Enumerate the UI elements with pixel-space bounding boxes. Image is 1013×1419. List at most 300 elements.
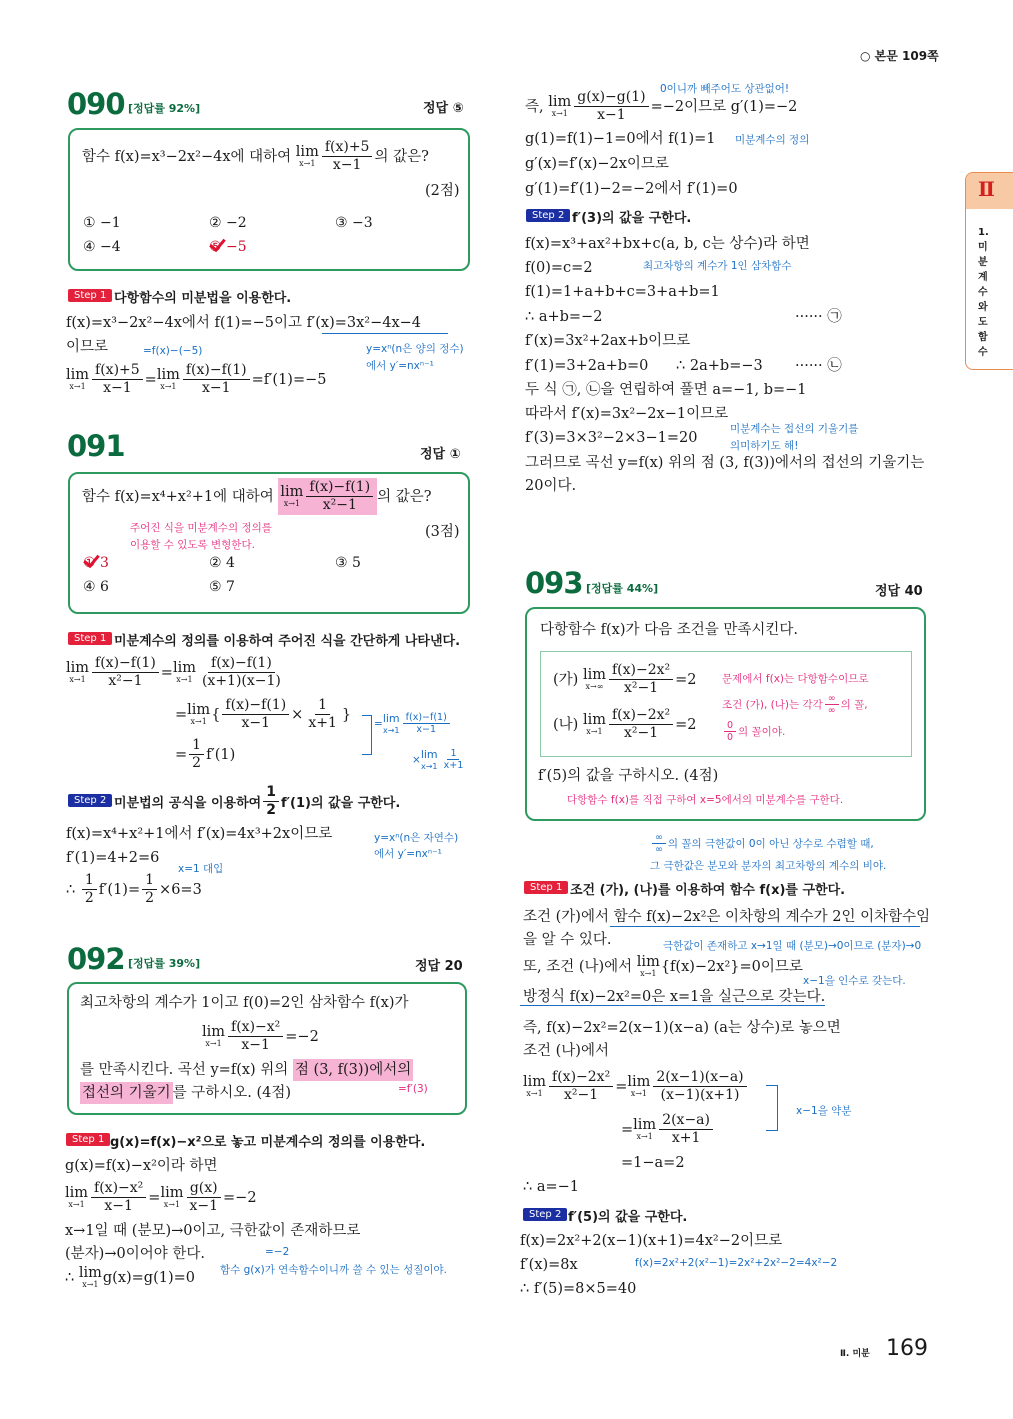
question-text [80, 993, 409, 1013]
question-text [80, 1082, 291, 1104]
choice-option [83, 239, 121, 255]
problem-number: 090 [67, 87, 125, 121]
choice-label: ① −1 [83, 215, 121, 231]
choice-label: ⑤ −5 [209, 239, 247, 255]
lim-word: lim [172, 660, 196, 676]
limit [421, 748, 438, 771]
step-title: g(x)=f(x)−x²으로 놓고 미분계수의 정의를 이용한다. [110, 1135, 426, 1150]
math-line [65, 1244, 205, 1264]
numerator: g(x)−g(1) [574, 89, 648, 107]
step-badge: Step 1 [68, 632, 112, 645]
math-text: 함수 f(x)=x⁴+x²+1에 대하여 [82, 488, 279, 505]
lim-subscript: x→1 [640, 969, 657, 978]
lim-word: lim [582, 667, 606, 683]
annotation: 에서 y′=nxⁿ⁻¹ [366, 360, 434, 372]
denominator: x+1 [671, 1130, 701, 1146]
numerator: g(x) [187, 1180, 221, 1198]
limit [523, 1075, 546, 1098]
highlight [293, 1059, 413, 1081]
limit [548, 95, 571, 118]
problem-number: 093 [525, 566, 583, 600]
math-text: g(1)=f(1)−1=0에서 f(1)=1 [525, 131, 716, 147]
math-text: f′(1)=4+2=6 [66, 850, 160, 866]
numerator: 1 [315, 697, 330, 715]
math-text: 문제에서 f(x)는 다항함수이므로 [722, 673, 869, 685]
tip [650, 858, 886, 873]
fraction [659, 1112, 713, 1147]
denominator: x−1 [201, 380, 231, 396]
denominator: x+1 [443, 760, 464, 771]
math-text: × [412, 753, 421, 766]
math-text: = [615, 1078, 628, 1095]
math-text: ∴ [66, 881, 80, 898]
math-line [525, 380, 807, 400]
math-text: 즉, f(x)−2x²=2(x−1)(x−a) (a는 상수)로 놓으면 [523, 1020, 841, 1036]
limit [65, 1186, 88, 1209]
fraction [322, 139, 373, 174]
answer: 정답 ⑤ [423, 101, 464, 116]
math-line [525, 307, 845, 327]
denominator: (x+1)(x−1) [201, 673, 281, 689]
numerator: 1 [82, 872, 97, 890]
math-text: 를 만족시킨다. 곡선 y=f(x) 위의 [80, 1062, 293, 1078]
lim-subscript: x→1 [586, 727, 603, 736]
annotation: 극한값이 존재하고 x→1일 때 (분모)→0이므로 (분자)→0 [663, 940, 922, 952]
lim-word: lim [78, 1265, 102, 1281]
lim-word: lim [187, 702, 211, 718]
limit [583, 713, 606, 736]
math-text: 조건 (나)에서 [523, 1043, 609, 1059]
math-text: =f′(1)=−5 [251, 371, 327, 388]
lim-subscript: x→1 [205, 1039, 222, 1048]
math-line [65, 1221, 360, 1241]
underline [610, 926, 920, 927]
choice-option [83, 555, 109, 571]
math-line [523, 1177, 579, 1197]
annotation: 함수 g(x)가 연속함수이니까 쓸 수 있는 성질이야. [220, 1264, 448, 1276]
annotation: x−1을 인수로 갖는다. [803, 975, 906, 987]
denominator: 2 [84, 890, 94, 906]
fraction [91, 1180, 146, 1215]
limit [583, 668, 606, 691]
lim-subscript: x→1 [636, 1132, 653, 1141]
denominator: x−1 [241, 715, 271, 731]
math-line [525, 356, 845, 376]
lim-subscript: x→1 [190, 717, 207, 726]
denominator: x−1 [104, 1198, 133, 1214]
equation-tag: ······ ㉠ [795, 309, 842, 325]
annotation: 최고차항의 계수가 1인 삼차함수 [643, 260, 792, 272]
numerator: ∞ [825, 693, 839, 705]
limit [79, 1266, 102, 1289]
choice-option [209, 239, 247, 255]
math-text: =1−a=2 [621, 1155, 685, 1171]
math-text: =−2 [223, 1189, 257, 1206]
step-badge: Step 1 [66, 1133, 110, 1146]
math-text: (나) [553, 716, 583, 733]
numerator: f(x)−2x² [549, 1069, 613, 1087]
answer: 정답 40 [875, 584, 923, 599]
limit [66, 368, 89, 391]
numerator: f(x)+5 [92, 362, 143, 380]
lim-word: lim [420, 748, 438, 761]
math-line [66, 313, 421, 333]
step-title: 미분계수의 정의를 이용하여 주어진 식을 간단하게 나타낸다. [114, 634, 461, 649]
denominator: 2 [192, 755, 202, 771]
lim-word: lim [295, 144, 319, 160]
numerator: f(x)−2x² [609, 707, 673, 725]
fraction [92, 655, 159, 690]
math-text: f′(x)=3x²+2ax+b이므로 [525, 333, 691, 349]
lim-subscript: x→1 [283, 499, 301, 508]
step-badge: Step 1 [524, 881, 568, 894]
choice-option [335, 555, 361, 571]
math-line [523, 1041, 609, 1061]
lim-word: lim [633, 1117, 657, 1133]
denominator: 2 [266, 802, 276, 818]
math-text: × [291, 706, 304, 723]
math-text: f(x)=x⁴+x²+1에서 f′(x)=4x³+2x이므로 [66, 826, 333, 842]
limit [627, 1075, 650, 1098]
math-text: f′(1)의 값을 구한다. [280, 796, 401, 811]
math-text: f′(1)= [98, 881, 141, 898]
lim-subscript: x→1 [68, 1200, 85, 1209]
math-text: 방정식 f(x)−2x²=0은 x=1을 실근으로 갖는다. [523, 989, 826, 1005]
math-line [525, 179, 738, 199]
annotation: x−1을 약분 [796, 1105, 852, 1117]
math-text: } [341, 706, 352, 723]
choice-option [209, 215, 247, 231]
math-line [175, 697, 351, 732]
math-text: 조건 (가), (나)는 각각 [722, 699, 823, 711]
choice-label: ④ 6 [83, 579, 109, 595]
math-text: 를 구하시오. (4점) [172, 1085, 292, 1101]
math-text: = [175, 746, 188, 763]
limit [280, 485, 303, 508]
bracket [766, 1085, 778, 1131]
numerator: 1 [142, 872, 157, 890]
annotation: 0이니까 빼주어도 상관없어! [660, 83, 790, 95]
footer-section: Ⅱ. 미분 [840, 1349, 870, 1359]
choice-option [209, 579, 235, 595]
math-text: g(x)=g(1)=0 [102, 1269, 195, 1286]
annotation: x=1 대입 [178, 863, 224, 875]
equation-tag: ······ ㉡ [795, 358, 842, 374]
denominator: x−1 [189, 1198, 219, 1214]
math-text: 미분법의 공식을 이용하여 [114, 796, 262, 811]
points: (3점) [425, 524, 460, 540]
choice-option [209, 555, 235, 571]
lim-subscript: x→1 [382, 726, 400, 735]
math-text: (가) [553, 671, 583, 688]
math-text: ∴ a+b=−2 [525, 309, 603, 325]
math-line [520, 1279, 636, 1299]
math-text: g(x)=f(x)−x²이라 하면 [65, 1158, 218, 1174]
math-text: 그 극한값은 분모와 분자의 최고차항의 계수의 비야. [650, 860, 887, 872]
annotation: 에서 y′=nxⁿ⁻¹ [374, 848, 442, 860]
denominator: x−1 [416, 724, 437, 735]
lim-subscript: x→1 [551, 109, 568, 118]
choice-label: ⑤ 7 [209, 579, 235, 595]
fraction [724, 720, 736, 743]
denominator: 2 [145, 890, 155, 906]
math-line [525, 331, 845, 351]
fraction [574, 89, 648, 124]
condition [553, 662, 697, 697]
page-reference: ○ 본문 109쪽 [860, 49, 939, 63]
limit [66, 661, 89, 684]
numerator: 1 [263, 784, 279, 802]
correct-rate: [정답률 44%] [586, 582, 659, 595]
choice-label: ② 4 [209, 555, 235, 571]
hint: 주어진 식을 미분계수의 정의를 [130, 522, 272, 534]
numerator: f(x)+5 [322, 139, 373, 157]
annotation [412, 748, 468, 771]
hint: 이용할 수 있도록 변형한다. [130, 539, 255, 551]
math-line [66, 337, 108, 357]
fraction [142, 872, 157, 907]
lim-word: lim [65, 1185, 89, 1201]
step-title: f′(5)의 값을 구한다. [568, 1210, 688, 1225]
fraction [653, 1069, 746, 1104]
math-line [525, 404, 728, 424]
underline [322, 333, 448, 334]
lim-word: lim [202, 1024, 226, 1040]
math-text: ∴ a=−1 [523, 1179, 580, 1195]
math-text: 이므로 [66, 339, 109, 355]
condition [553, 707, 697, 742]
fraction [82, 872, 97, 907]
math-text: 또, 조건 (나)에서 [523, 958, 637, 975]
math-text: f(1)=1+a+b+c=3+a+b=1 [525, 284, 720, 300]
math-line [525, 428, 698, 448]
denominator: x+1 [308, 715, 337, 731]
lim-subscript: x→1 [299, 159, 316, 168]
math-text: {f(x)−2x²}=0이므로 [660, 958, 803, 975]
step-title: 다항함수의 미분법을 이용한다. [114, 291, 292, 306]
math-text: = [374, 717, 383, 730]
denominator: x−1 [241, 1037, 270, 1053]
annotation: y=xⁿ(n은 자연수) [374, 832, 459, 844]
math-line [523, 907, 930, 927]
math-text: f′(x)=8x [520, 1257, 578, 1273]
numerator: f(x)−f(1) [183, 362, 250, 380]
choice-label: ③ 5 [335, 555, 361, 571]
fraction [441, 748, 467, 771]
lim-word: lim [582, 712, 606, 728]
limit [383, 712, 400, 735]
fraction [183, 362, 250, 397]
lim-word: lim [636, 954, 660, 970]
annotation [722, 671, 869, 686]
math-text: f(x)=x³+ax²+bx+c(a, b, c는 상수)라 하면 [525, 236, 810, 252]
question-text [82, 139, 429, 174]
limit [187, 703, 210, 726]
numerator: 0 [724, 720, 736, 732]
math-text: = [148, 1189, 161, 1206]
math-line [525, 234, 845, 254]
numerator: f(x)−x² [91, 1180, 146, 1198]
limit [637, 955, 660, 978]
underline [520, 1005, 825, 1006]
math-text: g′(1)=f′(1)−2=−2에서 f′(1)=0 [525, 181, 738, 197]
lim-word: lim [382, 712, 400, 725]
math-text: ∴ f′(5)=8×5=40 [520, 1281, 637, 1297]
math-line [65, 1180, 257, 1215]
math-line [523, 987, 825, 1007]
math-text: 의 꼴, [840, 699, 868, 711]
denominator: ∞ [655, 844, 663, 855]
annotation: f(x)=2x²+2(x²−1)=2x²+2x²−2=4x²−2 [635, 1257, 838, 1269]
math-line [66, 848, 159, 868]
denominator: x²−1 [623, 725, 659, 741]
math-text: 의 꼴의 극한값이 0이 아닌 상수로 수렴할 때, [667, 838, 874, 850]
highlight [278, 478, 377, 515]
numerator: 1 [189, 737, 204, 755]
numerator: f(x)−f(1) [92, 655, 159, 673]
math-line [525, 476, 576, 496]
denominator: x²−1 [108, 673, 143, 689]
numerator: 2(x−1)(x−a) [653, 1069, 746, 1087]
annotation [722, 720, 785, 743]
question-text: 다항함수 f(x)가 다음 조건을 만족시킨다. [540, 622, 799, 638]
numerator: ∞ [652, 832, 666, 844]
math-text: 의 값은? [377, 488, 432, 505]
math-text: 을 알 수 있다. [523, 932, 612, 948]
choice-option [335, 215, 373, 231]
denominator: ∞ [827, 705, 836, 716]
denominator: (x−1)(x+1) [660, 1087, 740, 1103]
math-line [66, 362, 326, 397]
denominator: x²−1 [322, 497, 357, 513]
math-text: f(x)=x³−2x²−4x에서 f(1)=−5이고 f′(x)=3x²−4x−4 [66, 315, 422, 331]
lim-word: lim [523, 1074, 547, 1090]
lim-subscript: x→1 [176, 675, 193, 684]
math-line [66, 824, 332, 844]
math-line [523, 930, 611, 950]
limit [173, 661, 196, 684]
math-text: 최고차항의 계수가 1이고 f(0)=2인 삼차함수 f(x)가 [80, 995, 409, 1011]
choice-label: ② −2 [209, 215, 247, 231]
fraction [652, 832, 666, 855]
choice-label: ① 3 [83, 555, 109, 571]
question-text [80, 1059, 413, 1081]
denominator: x²−1 [623, 680, 659, 696]
denominator: x−1 [103, 380, 132, 396]
answer: 정답 ① [420, 447, 461, 462]
math-text: 점 (3, f(3))에서의 [294, 1062, 412, 1078]
fraction [549, 1069, 613, 1104]
math-line [65, 1156, 218, 1176]
fraction [92, 362, 143, 397]
math-line [525, 154, 669, 174]
answer: 정답 20 [415, 959, 463, 974]
limit [157, 368, 180, 391]
numerator: f(x)−f(1) [208, 655, 275, 673]
problem-number: 092 [67, 942, 125, 976]
numerator: f(x)−f(1) [222, 697, 289, 715]
math-text: f′(1)=3+2a+b=0 ∴ 2a+b=−3 [525, 358, 763, 374]
math-line [520, 1255, 578, 1275]
question-text: f′(5)의 값을 구하시오. (4점) [538, 768, 719, 784]
tip [650, 832, 874, 855]
math-text: = [175, 706, 188, 723]
step-badge: Step 2 [68, 794, 112, 807]
numerator: f(x)−x² [228, 1019, 283, 1037]
step-title: f′(3)의 값을 구한다. [572, 211, 692, 226]
chapter-side-tab [965, 172, 1013, 370]
lim-word: lim [156, 367, 180, 383]
fraction [186, 1180, 221, 1215]
highlight [80, 1082, 173, 1104]
step-title [114, 784, 400, 819]
lim-word: lim [66, 660, 90, 676]
annotation [722, 693, 868, 716]
math-text: f′(3)=3×3²−2×3−1=20 [525, 430, 698, 446]
lim-subscript: x→1 [82, 1280, 99, 1289]
math-text: 그러므로 곡선 y=f(x) 위의 점 (3, f(3))에서의 접선의 기울기는 [525, 455, 925, 471]
step-badge: Step 2 [526, 209, 570, 222]
fraction [403, 712, 450, 735]
limit [202, 1025, 225, 1048]
numerator: f(x)−2x² [609, 662, 673, 680]
math-text: g′(x)=f′(x)−2x이므로 [525, 156, 669, 172]
lim-subscript: x→1 [163, 1200, 181, 1209]
lim-word: lim [627, 1074, 651, 1090]
fraction [263, 784, 279, 819]
math-line [523, 1069, 749, 1104]
numerator: 2(x−a) [659, 1112, 713, 1130]
math-text: =2 [675, 671, 697, 688]
math-text: 의 꼴이야. [738, 726, 786, 738]
math-text: 두 식 ㉠, ㉡을 연립하여 풀면 a=−1, b=−1 [525, 382, 807, 398]
chapter-roman: Ⅱ [966, 173, 1013, 209]
math-text: =−2이므로 g′(1)=−2 [650, 98, 798, 115]
numerator: f(x)−f(1) [306, 479, 373, 497]
fraction [306, 479, 373, 514]
annotation: y=xⁿ(n은 양의 정수) [366, 343, 464, 355]
lim-subscript: x→1 [160, 382, 177, 391]
lim-subscript: x→1 [526, 1089, 543, 1098]
points: (2점) [425, 183, 460, 199]
math-line [523, 955, 803, 978]
lim-subscript: x→1 [420, 762, 438, 771]
math-text: ∴ [65, 1269, 79, 1286]
math-text: = [144, 371, 157, 388]
correct-rate: [정답률 39%] [128, 957, 201, 970]
step-title: 조건 (가), (나)를 이용하여 함수 f(x)를 구한다. [570, 883, 846, 898]
math-line [66, 872, 202, 907]
fraction [609, 707, 673, 742]
question-text [202, 1019, 319, 1054]
math-line [525, 129, 716, 149]
math-text: 조건 (가)에서 함수 f(x)−2x²은 이차항의 계수가 2인 이차함수임 [523, 909, 931, 925]
choice-option [83, 579, 109, 595]
fraction [609, 662, 673, 697]
numerator: 1 [447, 748, 459, 760]
denominator: 0 [727, 732, 734, 743]
fraction [199, 655, 284, 690]
math-text: 즉, [525, 98, 549, 115]
fraction [228, 1019, 283, 1054]
fraction [189, 737, 204, 772]
math-line [65, 1266, 195, 1289]
math-text: 20이다. [525, 478, 577, 494]
lim-word: lim [548, 94, 572, 110]
annotation: 의미하기도 해! [730, 440, 799, 452]
choice-option [83, 215, 121, 231]
question-text [82, 478, 432, 515]
